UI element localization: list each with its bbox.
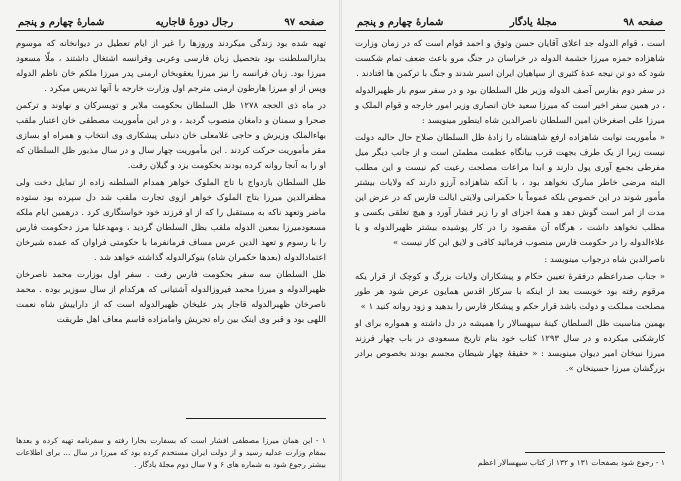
quotation: « جناب صدراعظم درفقرهٔ تعیین حکام و پیشکاران ولایات بزرگ و کوچک از قرار یکه مرقوم رفته بود خوبست بعد از اینکه با سرکار اقدس همایون عرض شود هر طور مصلحت مملکت و دولت باشد قرار حکم و پیشکار فارس را بدهید و زود روانه کنید ۱ » <box>355 272 665 312</box>
paragraph: تهیه شده بود زندگی میکردند وروزها را غیر از ایام تعطیل در دیوانخانه که موسوم بدارالسلطنت بود بتحصیل زبان فارسی وعربی وفرانسه اشتغال داشتند ، ملّا مسعود میرزا بود. زبان فرانسه را نیز میرزا یعقوبخان ارمنی پدر میرزا ملکم خان ناظم الدوله وپس از او میرزا هارطون ارمنی مترجم اول وزارت خارجه با آنها تدریس میکرد . <box>16 39 326 94</box>
left-page-header <box>16 6 326 31</box>
right-page <box>345 6 675 475</box>
right-page-body <box>355 37 665 377</box>
left-page <box>6 6 336 475</box>
footnote-divider <box>525 452 665 453</box>
page-number: صفحه ۹۸ <box>623 17 663 28</box>
paragraph: در سفر دوم بفارس آصف الدوله وزیر ظل السلطان بود و در سفر سوم بار ظهیرالدوله ، در همین سفر اخیر است که میرزا سعید خان انصاری وزیر امور خارجه و قوام الملک و میرزا علی اصغرخان امین السلطان ناصرالدین شاه اینطور مینویسد : <box>355 86 665 126</box>
paragraph: ظل السلطان بازدواج با تاج الملوک خواهر همدام السلطنه زاده از تمایل دخت ولی مظفرالدین میرزا بتاج الملوک خواهر ازوی تجارت ملقب شد دل سپرده بود ستوده ماضر وتعهد ناکه به مستقبل را که از او فرزند خود خواستگاری کرد . درهمین ایام ملکه مسعودمیرزا بمعین الدوله ملقب بظل السلطان گردید ، ومهدعلیا مرز دحکومت فارس را با رسوم و تعهد الدین عرس مساف فرمانفرما با حکومتی فراوان که عمده شیرخان اعتمادالدوله (بعدها حکمران شاه) بنوکرالدوله گذاشته خواهد شد . <box>16 178 326 263</box>
footnote-divider <box>186 418 326 419</box>
book-gutter <box>339 0 342 481</box>
paragraph: در ماه ذی الحجه ۱۲۷۸ ظل السلطان بحکومت ملایر و تویسرکان و نهاوند و ترکمن صحرا و سمنان و دامغان منصوب گردید ، و در این مأموریت مصطفی خان اعتبار ملقب بهاءالملک وزیرش و حاجی غلامعلی خان دنبلی پیشکاری وی انتخاب و همراه او بسازی مقر مأموریت حرکت کردند . این مأموریت چهار سال و در سال مذبور ظل السلطان که او را به آنجا روانه کرده بودند بحکومت یزد و گیلان رفت. <box>16 101 327 171</box>
paragraph: است ، قوام الدوله جد اعلای آقایان حسن وثوق و احمد قوام است که در زمان وزارت شاهزاده حمزه میرزا حشمة الدوله در خراسان در جنگ مرو باعث ضعف تمام شکست شود که دو تن نیجه عدهٔ کثیری از سپاهیان ایران اسیر شدند و جنگ با ترکمن ها افتادند . <box>355 39 665 79</box>
footnote: ۱ - رجوع شود بصفحات ۱۳۱ و ۱۳۲ از کتاب سپهسالار اعظم <box>477 458 665 467</box>
issue-label: شمارهٔ چهارم و پنجم <box>18 17 105 28</box>
quotation: « مأموریت نوابت شاهزاده ارفع شاهنشاه را زادهٔ ظل السلطان صلاح حال حالیه دولت نیست زیرا از یک طرف بجهت قرب بیانگاه عظمت مطمئن است و از جانب دیگر میل مفرطی بجمع آوری پول دارند و ابدا مراعات مصلحت رعیت کم نیست و این مطلب البته مرضی خاطر مبارک نخواهد بود ، با آنکه شاهزاده آرزو دارند که ولایات بیشتر مأمور شوند در این خصوص بلکه عموماً با حکمرانی ولایتی ایالت فارس که در عرض این مدت از امر است گوش دهد و همهٔ اجزای او را زیر فشار آورد و هیچ تعلقی بکسی و مطلب نخواهد داشت ، هرگاه آن مقصود را در کار پوشیده بیشتر ظهیرالدوله و یا علاءالدوله را در حکومت فارس منصوب فرمائید کافی و لایق این کار نیست » <box>355 133 665 248</box>
page-number: صفحه ۹۷ <box>284 17 324 28</box>
left-page-body <box>16 37 326 328</box>
paragraph: بهمین مناسبت ظل السلطان کینهٔ سپهسالار را همیشه در دل داشته و همواره برای او کارشکنی میکرده و در سال ۱۲۹۳ کتاب خود بنام تاریخ مسعودی در باب چهار فرزند میرزا نبیخان امیر دیوان مینویسد : « حقیقهٔ چهار شیطان مجسم بودند بخصوص برادر بزرگشان میرزا حسینخان ». <box>355 319 665 374</box>
paragraph: ظل السلطان سه سفر بحکومت فارس رفت . سفر اول بوزارت محمد ناصرخان ظهیرالدوله و میرزا محمد فیروزالدوله آشتیانی که هرکدام از سال سوزیر بوده . محمد ناصرخان ظهیرالدوله قاجار پدر علیخان ظهیرالدوله است که از داراییش شاه نعمت اللهی بود و قبر وی اینک بین راه تجریش وامامزاده قاسم معاف اهل طریقت <box>16 270 326 325</box>
running-title: مجلهٔ یادگار <box>509 17 557 28</box>
issue-label: شمارهٔ چهارم و پنجم <box>357 17 444 28</box>
paragraph: ناصرالدین شاه درجواب مینویسد : <box>544 255 665 265</box>
footnote: ۱ - این همان میرزا مصطفی افشار است که بسفارت بخارا رفته و سفرنامه تهیه کرده و بعدها بمقام وزارت عدلیه رسید و از دولت ایران مستخدم کرده بود که میرزا در سال ... برای اطلاعات بیشتر رجوع شود به شماره های ۶ و ۷ سال دوم مجلهٔ یادگار . <box>16 436 326 469</box>
right-page-header <box>355 6 665 31</box>
running-title: رجال دورهٔ قاجاریه <box>155 17 234 28</box>
